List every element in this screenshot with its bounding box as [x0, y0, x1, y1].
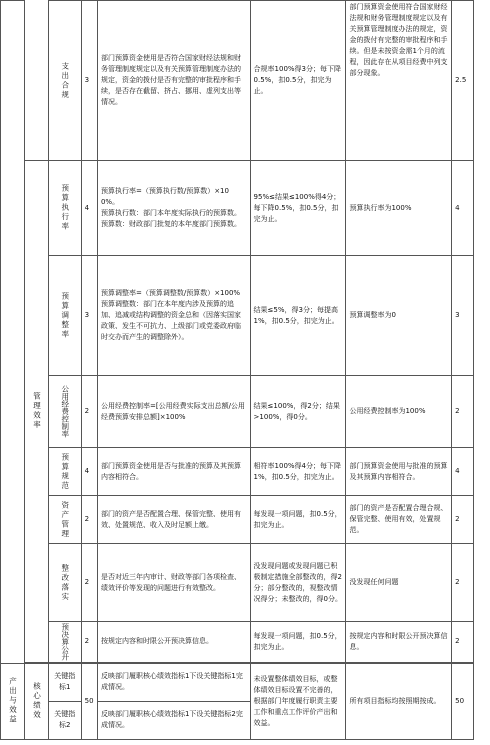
kpi-description-cell	[97, 663, 250, 701]
criteria-cell	[250, 448, 346, 496]
indicator-name: 预算执行率	[60, 184, 70, 232]
indicator-name-cell	[48, 622, 81, 663]
description-text: 是否对近三年内审计、财政等部门各项检查、绩效评价等发现的问题进行有效整改。	[100, 572, 241, 592]
score-cell	[452, 1, 474, 161]
kpi-name: 关键指标1	[54, 672, 76, 691]
score-value: 2	[455, 407, 460, 415]
score-value: 2.5	[455, 76, 467, 84]
description-cell	[97, 376, 250, 448]
result-cell	[346, 256, 452, 376]
criteria-cell	[250, 376, 346, 448]
description-text: 预算调整率=（预算调整数/预算数）×100% 预算调整数：部门在本年度内涉及预算的追加、追减或结构调整的资金总和（因落实国家政策、发生不可抗力、上级部门或党委政府临时交办而产生的调整除外）。	[100, 289, 241, 341]
criteria-cell	[250, 496, 346, 544]
result-text: 预算调整率为0	[349, 311, 396, 319]
weight-value: 2	[84, 407, 90, 415]
weight-cell	[81, 1, 97, 161]
weight-value: 2	[84, 637, 90, 646]
description-text: 公用经费控制率=[公用经费实际支出总额/公用经费预算安排总额]×100%	[100, 401, 245, 421]
table-row	[1, 663, 474, 701]
result-cell	[346, 544, 452, 622]
description-text: 预算执行率=（预算执行数/预算数）×100%。 预算执行数：部门本年度实际执行的预算数。 预算数：财政部门批复的本年度部门预算数。	[100, 187, 241, 228]
score-value: 2	[455, 578, 460, 586]
weight-value: 3	[84, 311, 90, 319]
weight-cell	[81, 544, 97, 622]
table-row	[1, 1, 474, 161]
criteria-cell	[250, 161, 346, 256]
description-cell	[97, 622, 250, 663]
section2-label: 产出与效益	[8, 677, 18, 725]
result-cell	[346, 376, 452, 448]
indicator-name: 支出合规	[60, 61, 70, 100]
result-text: 没发现任何问题	[349, 578, 399, 586]
description-cell	[97, 256, 250, 376]
criteria-text: 结果≤5%，得3分；每提高1%，扣0.5分，扣完为止。	[253, 305, 339, 325]
blank-cell	[1, 1, 25, 664]
indicator-name-cell	[48, 448, 81, 496]
kpi-score-cell	[452, 663, 474, 739]
description-cell	[97, 496, 250, 544]
kpi-result-cell	[346, 663, 452, 739]
score-cell	[452, 448, 474, 496]
section2-label-cell	[1, 663, 25, 739]
indicator-name: 公用经费控制率	[60, 385, 70, 438]
criteria-text: 合规率100%得3分；每下降0.5%，扣0.5分，扣完为止。	[253, 65, 342, 95]
weight-value: 2	[84, 515, 90, 523]
kpi-description-text: 反映部门履职核心绩效指标1下设关键指标2完成情况。	[100, 710, 243, 729]
indicator-name-cell	[48, 256, 81, 376]
weight-value: 3	[84, 76, 90, 84]
weight-cell	[81, 161, 97, 256]
score-cell	[452, 496, 474, 544]
indicator-name: 预决算公开	[60, 623, 70, 661]
table-row	[1, 161, 474, 256]
description-cell	[97, 544, 250, 622]
blank-cell	[24, 1, 48, 161]
kpi-weight-value: 50	[84, 696, 94, 705]
result-cell	[346, 622, 452, 663]
result-cell	[346, 1, 452, 161]
result-cell	[346, 448, 452, 496]
kpi-name-cell	[48, 701, 81, 739]
weight-value: 4	[84, 203, 90, 212]
score-cell	[452, 161, 474, 256]
criteria-cell	[250, 1, 346, 161]
result-text: 部门预算资金使用符合国家财经法规和财务管理制度规定以及有关预算管理制度办法的规定，资金的拨付有完整的审批程序和手续。但是未按资金需1个月的流程，因此存在从项目经费中列支部分现象。	[349, 3, 448, 77]
score-cell	[452, 376, 474, 448]
result-text: 按规定内容和时限公开预决算信息。	[349, 631, 448, 651]
score-value: 4	[455, 467, 460, 475]
score-cell	[452, 622, 474, 663]
weight-cell	[81, 448, 97, 496]
description-cell	[97, 161, 250, 256]
criteria-cell	[250, 544, 346, 622]
kpi-weight-cell	[81, 663, 97, 739]
kpi-result-text: 所有项目指标均按照期按成。	[349, 696, 441, 705]
criteria-cell	[250, 256, 346, 376]
kpi-criteria-cell	[250, 663, 346, 739]
table-row	[1, 622, 474, 663]
weight-cell	[81, 376, 97, 448]
criteria-cell	[250, 622, 346, 663]
indicator-name: 预算规范	[60, 452, 70, 491]
indicator-name-cell	[48, 161, 81, 256]
table-row	[1, 448, 474, 496]
description-text: 部门预算资金使用是否与批准的预算及其预算内容相符合。	[100, 461, 241, 481]
section2-sub-cell	[24, 663, 48, 739]
indicator-name: 整改落实	[60, 563, 70, 602]
weight-cell	[81, 622, 97, 663]
table-row	[1, 544, 474, 622]
result-text: 公用经费控制率为100%	[349, 407, 426, 415]
criteria-text: 结果≤100%，得2分；结果>100%，得0分。	[253, 401, 340, 421]
indicator-name-cell	[48, 544, 81, 622]
section-label-cell	[24, 161, 48, 663]
indicator-name: 预算调整率	[60, 291, 70, 340]
score-value: 2	[455, 515, 460, 523]
kpi-criteria-text: 未设置整体绩效目标，或整体绩效目标设置不完善的，根据部门年度履行职责主要工作和重点工作评价产出和效益。	[253, 674, 338, 727]
result-text: 预算执行率为100%	[349, 203, 412, 212]
indicator-name-cell	[48, 376, 81, 448]
section-label: 管理效率	[32, 392, 42, 431]
criteria-text: 每发现一项问题，扣0.5分，扣完为止。	[253, 631, 342, 651]
score-value: 4	[455, 203, 460, 212]
weight-cell	[81, 496, 97, 544]
result-text: 部门的资产是否配置合理合规、保管完整、使用有效，处置规范。	[349, 504, 448, 534]
description-cell	[97, 448, 250, 496]
table-row	[1, 256, 474, 376]
indicator-name-cell	[48, 496, 81, 544]
result-text: 部门预算资金使用与批准的预算及其预算内容相符合。	[349, 461, 448, 481]
kpi-score-value: 50	[455, 696, 465, 705]
description-text: 按规定内容和时限公开预决算信息。	[100, 637, 213, 646]
criteria-text: 相符率100%得4分；每下降1%，扣0.5分，扣完为止。	[253, 461, 342, 481]
result-cell	[346, 161, 452, 256]
score-cell	[452, 544, 474, 622]
indicator-name-cell	[48, 1, 81, 161]
table-row	[1, 376, 474, 448]
criteria-text: 没发现问题或发现问题已积极制定措施全部整改的，得2分；部分整改的，视整改情况得分；未整改的，得0分。	[253, 561, 343, 603]
description-cell	[97, 1, 250, 161]
indicator-name: 资产管理	[60, 500, 70, 539]
table-row	[1, 496, 474, 544]
description-text: 部门预算资金使用是否符合国家财经法规和财务管理制度规定以及有关预算管理制度办法的规定，资金的拨付是否有完整的审批程序和手续，是否存在截留、挤占、挪用、虚列支出等情况。	[100, 54, 241, 106]
criteria-text: 95%≤结果≤100%得4分；每下降0.5%，扣0.5分，扣完为止。	[253, 192, 341, 223]
score-value: 2	[455, 637, 460, 646]
section2-sub-label: 核心绩效	[32, 682, 42, 720]
weight-value: 4	[84, 467, 90, 475]
kpi-name-cell	[48, 663, 81, 701]
score-cell	[452, 256, 474, 376]
score-value: 3	[455, 311, 460, 319]
weight-cell	[81, 256, 97, 376]
kpi-description-cell	[97, 701, 250, 739]
weight-value: 2	[84, 578, 90, 586]
result-cell	[346, 496, 452, 544]
criteria-text: 每发现一项问题，扣0.5分，扣完为止。	[253, 509, 342, 529]
kpi-name: 关键指标2	[54, 710, 76, 729]
kpi-description-text: 反映部门履职核心绩效指标1下设关键指标1完成情况。	[100, 672, 243, 691]
description-text: 部门的资产是否配置合理、保管完整、使用有效、处置规范、收入及时足额上缴。	[100, 509, 241, 529]
